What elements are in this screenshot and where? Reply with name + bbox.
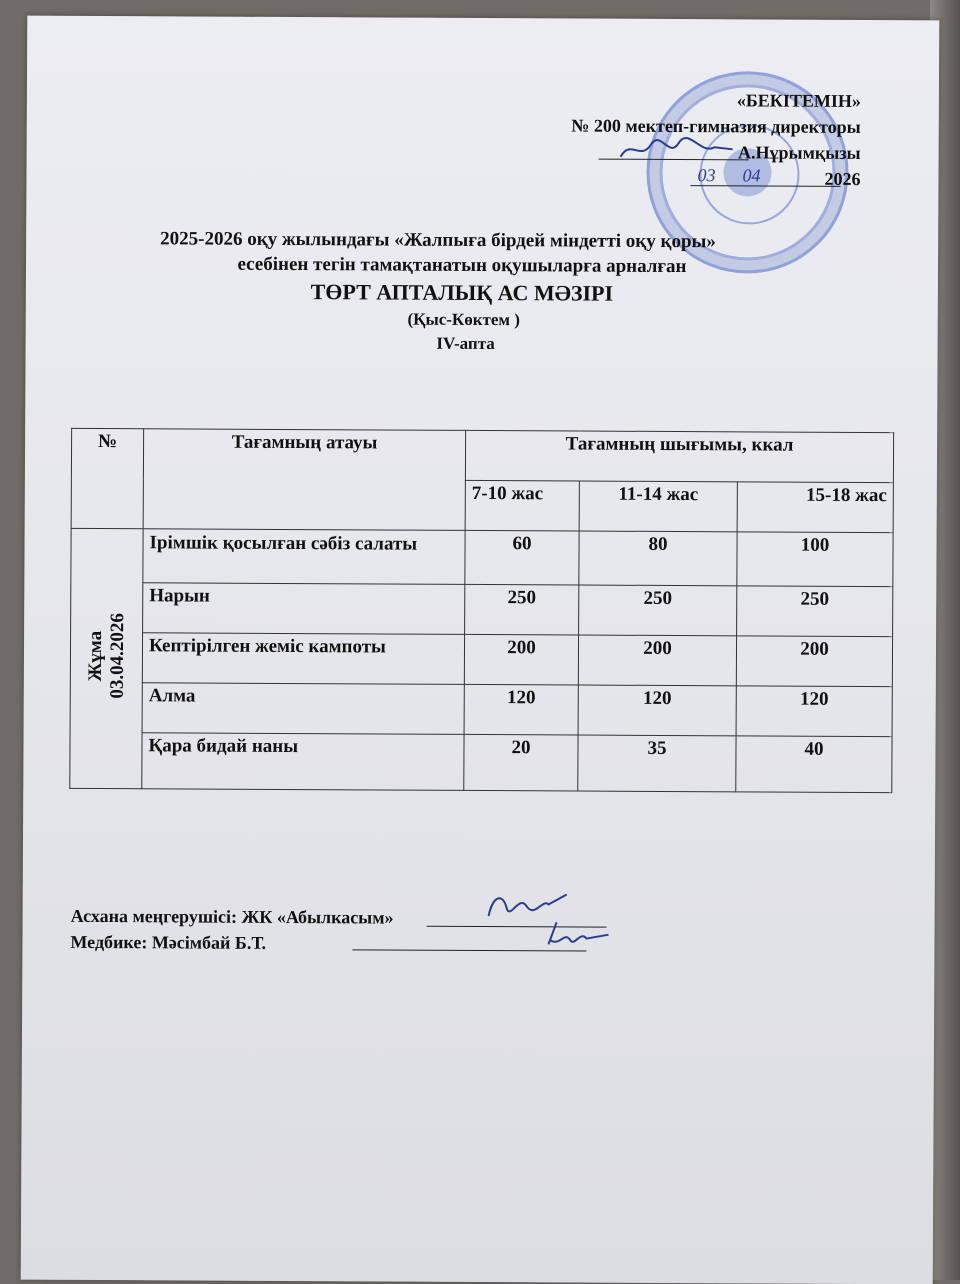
- approval-position: № 200 мектеп-гимназия директоры: [571, 115, 861, 137]
- dish-name: Қара бидай наны: [142, 733, 464, 791]
- kcal-7-10: 120: [464, 684, 578, 735]
- kcal-7-10: 200: [464, 634, 578, 685]
- nurse-signature: [542, 916, 612, 952]
- dish-name: Кептірілген жеміс кампоты: [142, 633, 464, 685]
- table-row: [70, 732, 892, 792]
- age-group-3: 15-18 жас: [737, 482, 893, 533]
- age-group-2: 11-14 жас: [579, 481, 737, 532]
- menu-table: [69, 428, 894, 793]
- col-name-header: Тағамның атауы: [143, 429, 466, 531]
- kcal-15-18: 120: [736, 686, 892, 737]
- canteen-head-label: Асхана меңгерушісі: ЖК «Абылкасым»: [70, 905, 394, 928]
- document-page: [21, 16, 940, 1284]
- heading-line-2: есебінен тегін тамақтанатын оқушыларға арналған: [237, 253, 687, 278]
- kcal-15-18: 100: [737, 532, 893, 587]
- approval-title: «БЕКІТЕМІН»: [736, 90, 861, 111]
- day-date: 03.04.2026: [106, 612, 128, 699]
- kcal-15-18: 40: [736, 736, 892, 793]
- col-number-header: №: [71, 428, 144, 528]
- approval-month: 04: [742, 165, 761, 186]
- date-line: [690, 185, 840, 187]
- col-yield-header: Тағамның шығымы, ккал: [465, 430, 893, 482]
- table-row: [71, 582, 893, 636]
- nurse-label: Медбике: Мәсімбай Б.Т.: [70, 931, 267, 953]
- kcal-7-10: 20: [464, 734, 578, 791]
- dish-name: Алма: [142, 683, 464, 735]
- dish-name: Ірімшік қосылған сәбіз салаты: [143, 529, 465, 585]
- season: (Қыс-Көктем ): [407, 309, 521, 330]
- approval-year: 2026: [824, 168, 861, 189]
- day-cell: [70, 528, 143, 788]
- kcal-11-14: 120: [578, 685, 736, 736]
- director-signature: [617, 131, 737, 168]
- week: IV-апта: [436, 333, 495, 354]
- kcal-11-14: 200: [578, 635, 736, 686]
- kcal-15-18: 250: [737, 586, 893, 637]
- kcal-7-10: 250: [465, 584, 579, 635]
- kcal-11-14: 250: [579, 585, 737, 636]
- table-row: [70, 682, 892, 736]
- kcal-11-14: 35: [578, 735, 736, 792]
- heading-line-1: 2025-2026 оқу жылындағы «Жалпыға бірдей міндетті оқу қоры»: [160, 228, 716, 253]
- menu-title: ТӨРТ АПТАЛЫҚ АС МӘЗІРІ: [310, 279, 614, 306]
- kcal-7-10: 60: [465, 530, 579, 585]
- table-row: [70, 632, 892, 686]
- kcal-11-14: 80: [579, 531, 737, 586]
- table-row: [71, 528, 893, 586]
- kcal-15-18: 200: [736, 636, 892, 687]
- age-group-1: 7-10 жас: [465, 480, 579, 531]
- approval-name: А.Нұрымқызы: [738, 142, 861, 163]
- approval-day: 03: [697, 165, 716, 186]
- day-name: Жұма: [84, 630, 106, 681]
- dish-name: Нарын: [143, 583, 465, 635]
